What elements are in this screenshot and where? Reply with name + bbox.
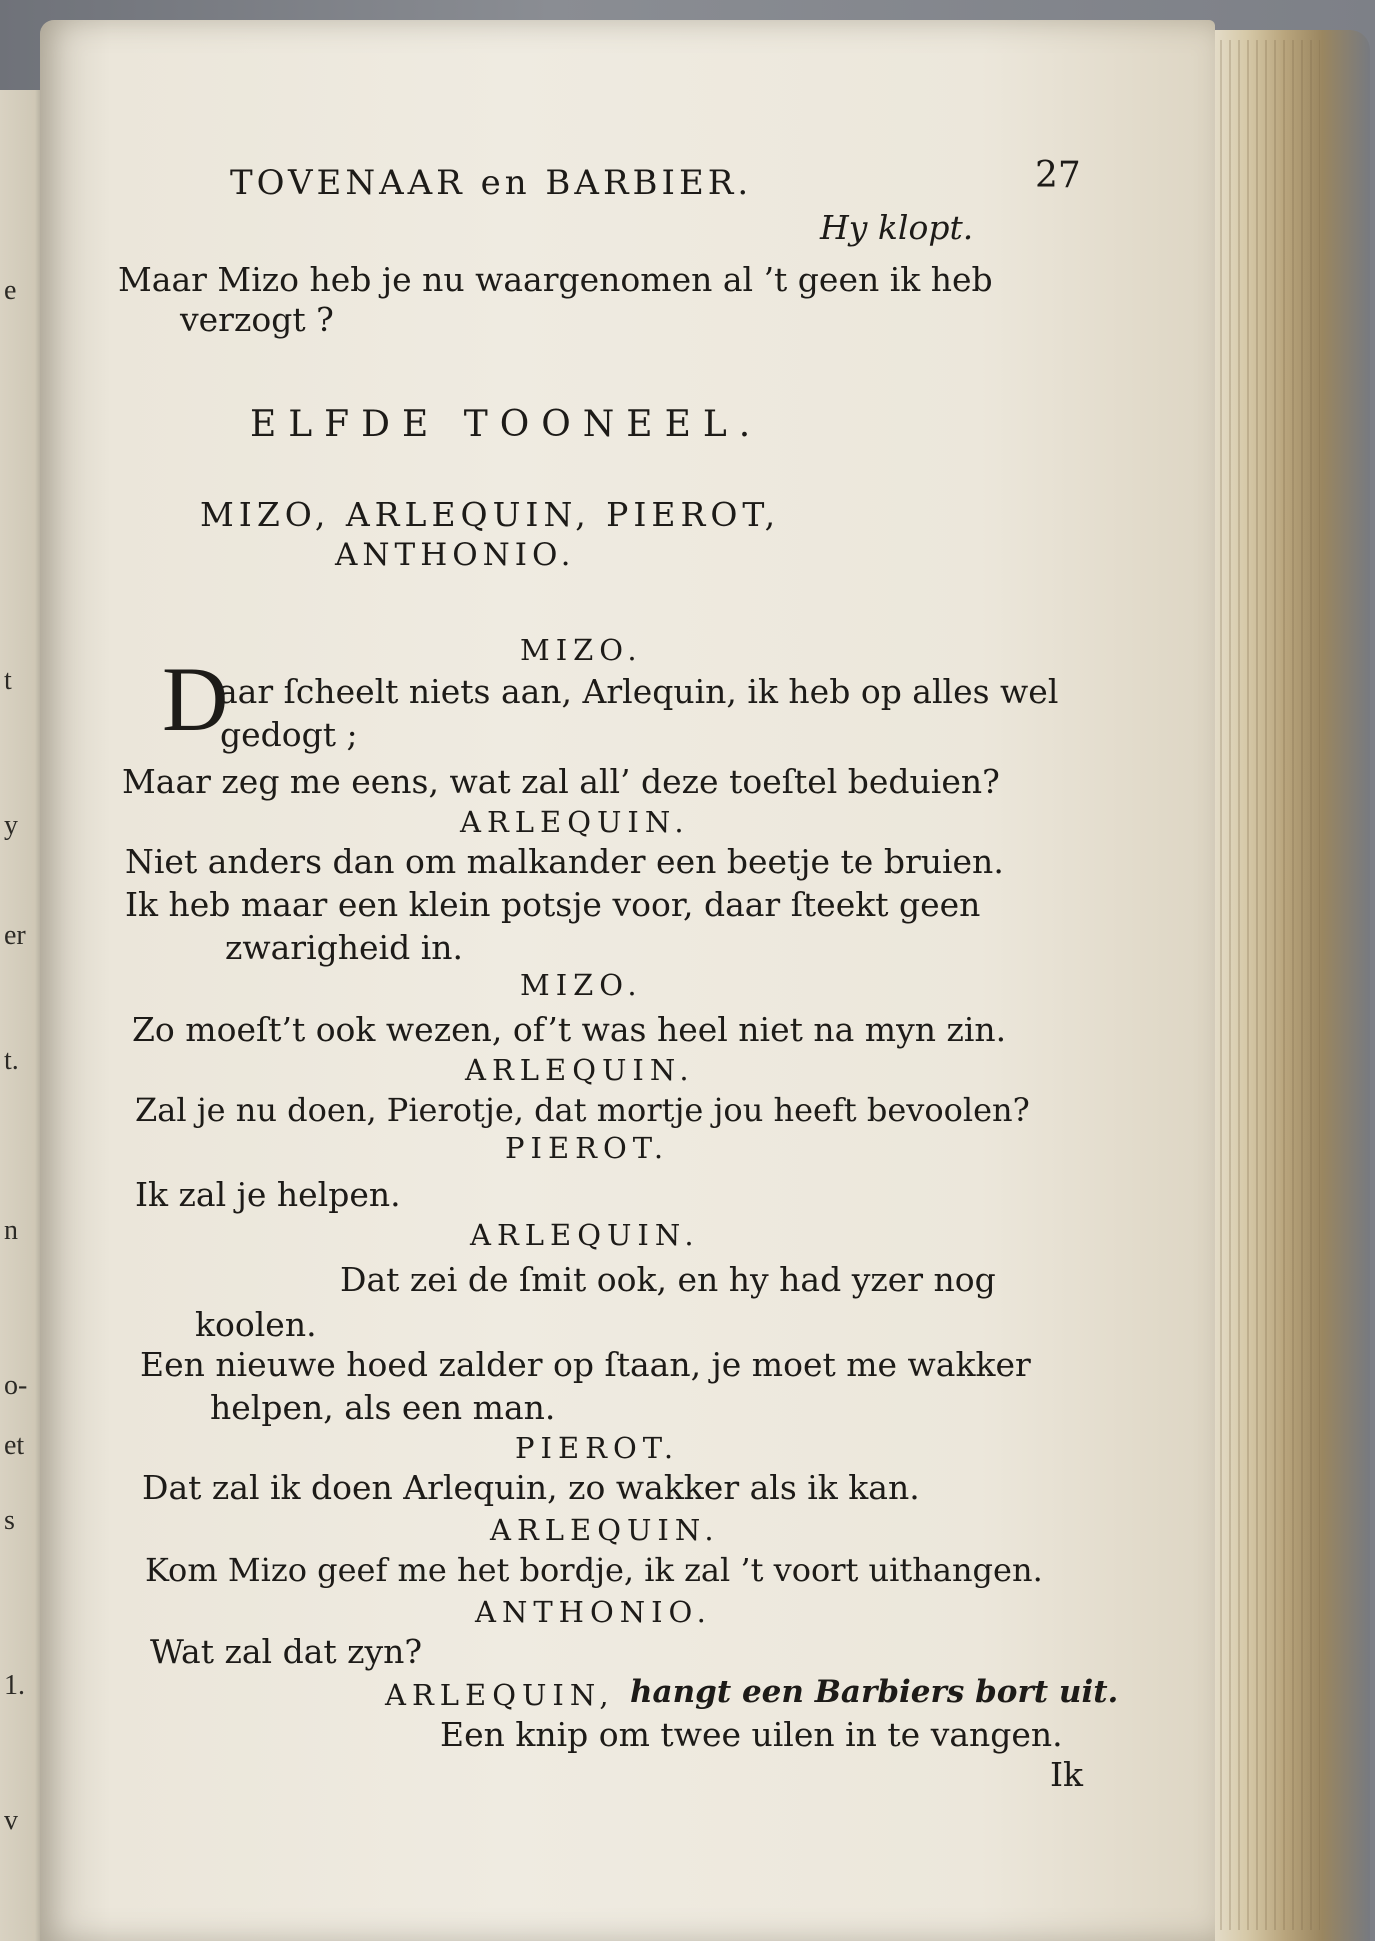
speaker-name: MIZO.: [520, 633, 643, 667]
verse-line: verzogt ?: [180, 300, 334, 339]
verse-line: helpen, als een man.: [210, 1388, 556, 1427]
speaker-name: PIEROT.: [515, 1431, 680, 1465]
verse-line: koolen.: [195, 1305, 317, 1344]
left-page-fragment: t.: [4, 1045, 19, 1076]
verse-line: Zo moeſt’t ook wezen, of’t was heel niet na myn zin.: [132, 1010, 1007, 1049]
speaker-name: ARLEQUIN.: [465, 1053, 695, 1087]
speaker-name: ARLEQUIN.: [460, 805, 690, 839]
verse-line: gedogt ;: [220, 715, 358, 754]
stage-direction: Hy klopt.: [820, 208, 974, 247]
page-text: [40, 20, 1215, 1941]
catchword: Ik: [1050, 1755, 1084, 1794]
verse-line: Kom Mizo geef me het bordje, ik zal ’t voort uithangen.: [145, 1551, 1043, 1589]
verse-line: Ik heb maar een klein potsje voor, daar ſteekt geen: [125, 885, 981, 924]
speaker-name: ANTHONIO.: [475, 1595, 712, 1629]
left-page-fragment: et: [4, 1430, 25, 1461]
left-page-fragment: v: [4, 1805, 18, 1836]
running-header: TOVENAAR en BARBIER.: [230, 163, 753, 203]
left-page-fragment: 1.: [4, 1670, 25, 1701]
character-list: ANTHONIO.: [335, 537, 576, 573]
left-page-text-fragments: [0, 90, 40, 1941]
left-page-fragment: t: [4, 665, 12, 696]
scene-title: ELFDE TOONEEL.: [250, 404, 763, 445]
verse-line: Maar Mizo heb je nu waargenomen al ’t geen ik heb: [118, 260, 993, 299]
character-list: MIZO, ARLEQUIN, PIEROT,: [200, 495, 781, 534]
verse-line: aar ſcheelt niets aan, Arlequin, ik heb op alles wel: [218, 672, 1059, 711]
verse-line: Dat zei de ſmit ook, en hy had yzer nog: [340, 1260, 996, 1299]
verse-line: Zal je nu doen, Pierotje, dat mortje jou heeft bevoolen?: [135, 1091, 1030, 1129]
page-number: 27: [1035, 155, 1081, 196]
book-page: [40, 20, 1215, 1941]
page-edge-texture: [1220, 40, 1320, 1930]
verse-line: Dat zal ik doen Arlequin, zo wakker als ik kan.: [142, 1468, 920, 1507]
left-page-fragment: e: [4, 275, 17, 306]
verse-line: Een nieuwe hoed zalder op ſtaan, je moet me wakker: [140, 1345, 1031, 1384]
left-page-fragment: s: [4, 1505, 15, 1536]
speaker-name: ARLEQUIN,: [385, 1678, 615, 1712]
left-page-fragment: y: [4, 810, 18, 841]
verse-line: zwarigheid in.: [225, 928, 464, 967]
left-page-fragment: er: [4, 920, 26, 951]
left-page-fragment: n: [4, 1215, 18, 1246]
verse-line: Maar zeg me eens, wat zal all’ deze toeſtel beduien?: [122, 762, 1000, 801]
stage-direction: hangt een Barbiers bort uit.: [630, 1674, 1119, 1710]
speaker-name: MIZO.: [520, 968, 643, 1002]
verse-line: Een knip om twee uilen in te vangen.: [440, 1715, 1063, 1754]
speaker-name: PIEROT.: [505, 1131, 670, 1165]
speaker-name: ARLEQUIN.: [490, 1513, 720, 1547]
verse-line: Niet anders dan om malkander een beetje te bruien.: [125, 842, 1004, 881]
verse-line: Ik zal je helpen.: [135, 1175, 401, 1214]
speaker-name: ARLEQUIN.: [470, 1218, 700, 1252]
left-page-fragment: o-: [4, 1370, 28, 1401]
verse-line: Wat zal dat zyn?: [150, 1632, 423, 1671]
drop-cap: D: [162, 648, 229, 750]
